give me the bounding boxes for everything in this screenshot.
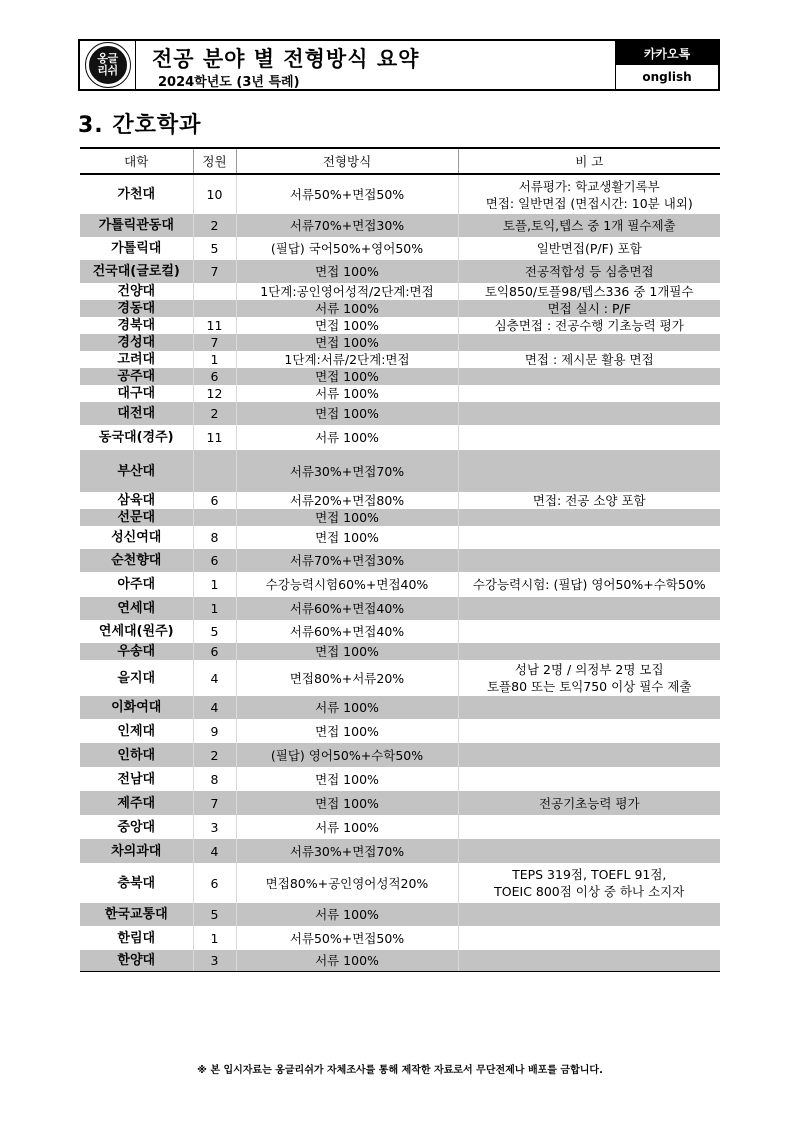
note-line: 전공기초능력 평가 [538,795,640,811]
quota-cell: 6 [193,368,236,385]
note-cell [458,839,720,863]
method-cell: 면접 100% [236,719,458,743]
note-cell [458,214,720,237]
note-line: TEPS 319점, TOEFL 91점, [512,867,667,882]
university-name: 건양대 [80,283,193,300]
note-cell [458,368,720,385]
header-quota: 정원 [193,148,236,174]
table-row [80,767,720,791]
method-cell: 1단계:서류/2단계:면접 [236,351,458,368]
quota-cell: 6 [193,863,236,903]
table-row [80,300,720,317]
header-university: 대학 [80,148,193,174]
university-name: 한양대 [80,950,193,971]
section-title: 3. 간호학과 [78,113,202,138]
university-name: 연세대(원주) [80,620,193,643]
method-cell: 서류 100% [236,903,458,926]
note-cell [458,402,720,425]
table-row [80,450,720,492]
note-cell [458,926,720,950]
quota-cell: 12 [193,385,236,402]
quota-cell: 5 [193,620,236,643]
quota-cell: 3 [193,950,236,971]
university-name: 이화여대 [80,696,193,719]
quota-cell: 8 [193,526,236,549]
method-cell: 서류60%+면접40% [236,597,458,620]
quota-cell: 2 [193,743,236,767]
admission-table [80,147,720,972]
quota-cell: 1 [193,572,236,597]
university-name: 차의과대 [80,839,193,863]
table-row [80,509,720,526]
table-row [80,549,720,572]
table-row [80,743,720,767]
method-cell: 서류 100% [236,696,458,719]
university-name: 인하대 [80,743,193,767]
note-line: 면접: 일반면접 (면접시간: 10분 내외) [485,195,693,211]
quota-cell [193,300,236,317]
note-line: 면접: 전공 소양 포함 [532,493,646,508]
note-cell [458,385,720,402]
note-line: 서류평가: 학교생활기록부 [518,178,660,194]
method-cell: 서류60%+면접40% [236,620,458,643]
note-cell [458,450,720,492]
method-cell: 서류 100% [236,425,458,450]
table-row [80,696,720,719]
method-cell: 서류70%+면접30% [236,214,458,237]
table-row [80,526,720,549]
quota-cell: 7 [193,260,236,283]
table-row [80,425,720,450]
method-cell: 서류 100% [236,950,458,971]
note-line: TOEIC 800점 이상 중 하나 소지자 [494,884,685,899]
note-cell [458,863,720,903]
quota-cell: 6 [193,492,236,509]
university-name: 가톨릭관동대 [80,214,193,237]
university-name: 삼육대 [80,492,193,509]
table-row [80,368,720,385]
note-cell [458,174,720,214]
quota-cell: 8 [193,767,236,791]
university-name: 경북대 [80,317,193,334]
footer-notice: ※ 본 입시자료는 옹글리쉬가 자체조사를 통해 제작한 자료로서 무단전제나 배포를 금합니다. [197,1065,603,1076]
method-cell: 수강능력시험60%+면접40% [236,572,458,597]
quota-cell: 4 [193,839,236,863]
quota-cell: 4 [193,696,236,719]
note-cell [458,696,720,719]
method-cell: (필답) 영어50%+수학50% [236,743,458,767]
university-name: 전남대 [80,767,193,791]
note-cell [458,791,720,815]
note-cell [458,260,720,283]
method-cell: 서류 100% [236,385,458,402]
university-name: 연세대 [80,597,193,620]
university-name: 건국대(글로컬) [80,260,193,283]
quota-cell: 2 [193,402,236,425]
method-cell: 면접 100% [236,317,458,334]
university-name: 경성대 [80,334,193,351]
table-row [80,815,720,839]
method-cell: 서류 100% [236,300,458,317]
quota-cell: 2 [193,214,236,237]
university-name: 대구대 [80,385,193,402]
quota-cell: 6 [193,643,236,660]
quota-cell: 11 [193,425,236,450]
table-row [80,597,720,620]
logo-text-bottom: 리쉬 [97,64,118,77]
quota-cell: 7 [193,791,236,815]
table-row [80,260,720,283]
university-name: 고려대 [80,351,193,368]
note-cell [458,334,720,351]
table-row [80,351,720,368]
table-row [80,402,720,425]
university-name: 충북대 [80,863,193,903]
table-row [80,174,720,214]
note-line: 면접 실시 : P/F [547,301,631,316]
table-row [80,926,720,950]
brand-logo [86,43,130,87]
note-cell [458,492,720,509]
method-cell: 서류 100% [236,815,458,839]
page-title: 전공 분야 별 전형방식 요약 [152,47,420,71]
university-name: 가톨릭대 [80,237,193,260]
kakao-id: onglish [642,70,692,84]
table-row [80,791,720,815]
table-row [80,839,720,863]
quota-cell: 5 [193,903,236,926]
note-cell [458,237,720,260]
method-cell: 면접 100% [236,402,458,425]
university-name: 경동대 [80,300,193,317]
university-name: 부산대 [80,450,193,492]
table-row [80,950,720,971]
university-name: 선문대 [80,509,193,526]
note-cell [458,903,720,926]
quota-cell: 5 [193,237,236,260]
table-header-row [80,148,720,174]
note-cell [458,743,720,767]
table-row [80,660,720,696]
table-row [80,903,720,926]
note-cell [458,283,720,300]
note-line: 토플80 또는 토익750 이상 필수 제출 [486,679,692,694]
method-cell: 면접 100% [236,526,458,549]
quota-cell: 7 [193,334,236,351]
method-cell: 면접 100% [236,509,458,526]
note-line: 면접 : 제시문 활용 면접 [524,352,654,367]
note-cell [458,660,720,696]
quota-cell: 1 [193,926,236,950]
method-cell: 서류20%+면접80% [236,492,458,509]
note-cell [458,509,720,526]
note-line: 토플,토익,텝스 중 1개 필수제출 [502,218,676,233]
note-cell [458,526,720,549]
method-cell: 면접 100% [236,334,458,351]
university-name: 한국교통대 [80,903,193,926]
table-row [80,317,720,334]
method-cell: (필답) 국어50%+영어50% [236,237,458,260]
table-row [80,334,720,351]
quota-cell: 9 [193,719,236,743]
quota-cell: 4 [193,660,236,696]
table-body [80,174,720,971]
note-line: 심층면접 : 전공수행 기초능력 평가 [494,318,684,333]
method-cell: 면접 100% [236,767,458,791]
university-name: 제주대 [80,791,193,815]
title-box [136,41,615,89]
table-row [80,492,720,509]
quota-cell: 1 [193,597,236,620]
method-cell: 1단계:공인영어성적/2단계:면접 [236,283,458,300]
university-name: 중앙대 [80,815,193,839]
university-name: 가천대 [80,174,193,214]
note-line: 전공적합성 등 심층면접 [524,264,654,279]
table-row [80,719,720,743]
note-cell [458,815,720,839]
quota-cell: 11 [193,317,236,334]
note-line: 토익850/토플98/텝스336 중 1개필수 [484,284,694,299]
note-cell [458,767,720,791]
university-name: 공주대 [80,368,193,385]
table-row [80,214,720,237]
university-name: 우송대 [80,643,193,660]
university-name: 을지대 [80,660,193,696]
note-cell [458,597,720,620]
table-row [80,863,720,903]
kakao-label: 카카오톡 [616,41,718,65]
note-cell [458,300,720,317]
method-cell: 서류50%+면접50% [236,174,458,214]
header-method: 전형방식 [236,148,458,174]
quota-cell [193,283,236,300]
note-cell [458,425,720,450]
method-cell: 면접 100% [236,368,458,385]
table-row [80,237,720,260]
note-cell [458,620,720,643]
method-cell: 면접80%+서류20% [236,660,458,696]
quota-cell: 10 [193,174,236,214]
table-row [80,643,720,660]
note-cell [458,572,720,597]
quota-cell [193,450,236,492]
method-cell: 면접80%+공인영어성적20% [236,863,458,903]
table-row [80,385,720,402]
table-row [80,620,720,643]
page-subtitle: 2024학년도 (3년 특례) [158,75,300,90]
method-cell: 면접 100% [236,643,458,660]
university-name: 인제대 [80,719,193,743]
quota-cell: 3 [193,815,236,839]
quota-cell: 6 [193,549,236,572]
university-name: 순천향대 [80,549,193,572]
university-name: 성신여대 [80,526,193,549]
method-cell: 서류50%+면접50% [236,926,458,950]
university-name: 아주대 [80,572,193,597]
note-cell [458,351,720,368]
method-cell: 면접 100% [236,260,458,283]
university-name: 동국대(경주) [80,425,193,450]
contact-box [615,41,718,89]
quota-cell [193,509,236,526]
note-cell [458,950,720,971]
note-cell [458,549,720,572]
note-cell [458,719,720,743]
note-line: 수강능력시험: (필답) 영어50%+수학50% [472,577,706,592]
quota-cell: 1 [193,351,236,368]
note-cell [458,317,720,334]
method-cell: 면접 100% [236,791,458,815]
table-row [80,572,720,597]
note-line: 일반면접(P/F) 포함 [536,241,642,256]
method-cell: 서류30%+면접70% [236,839,458,863]
logo-text-top: 옹글 [97,52,118,65]
document-header [78,39,720,91]
header-note: 비 고 [458,148,720,174]
method-cell: 서류30%+면접70% [236,450,458,492]
note-cell [458,643,720,660]
note-line: 성남 2명 / 의정부 2명 모집 [514,662,664,677]
university-name: 한림대 [80,926,193,950]
university-name: 대전대 [80,402,193,425]
logo-container [80,41,136,89]
method-cell: 서류70%+면접30% [236,549,458,572]
table-row [80,283,720,300]
